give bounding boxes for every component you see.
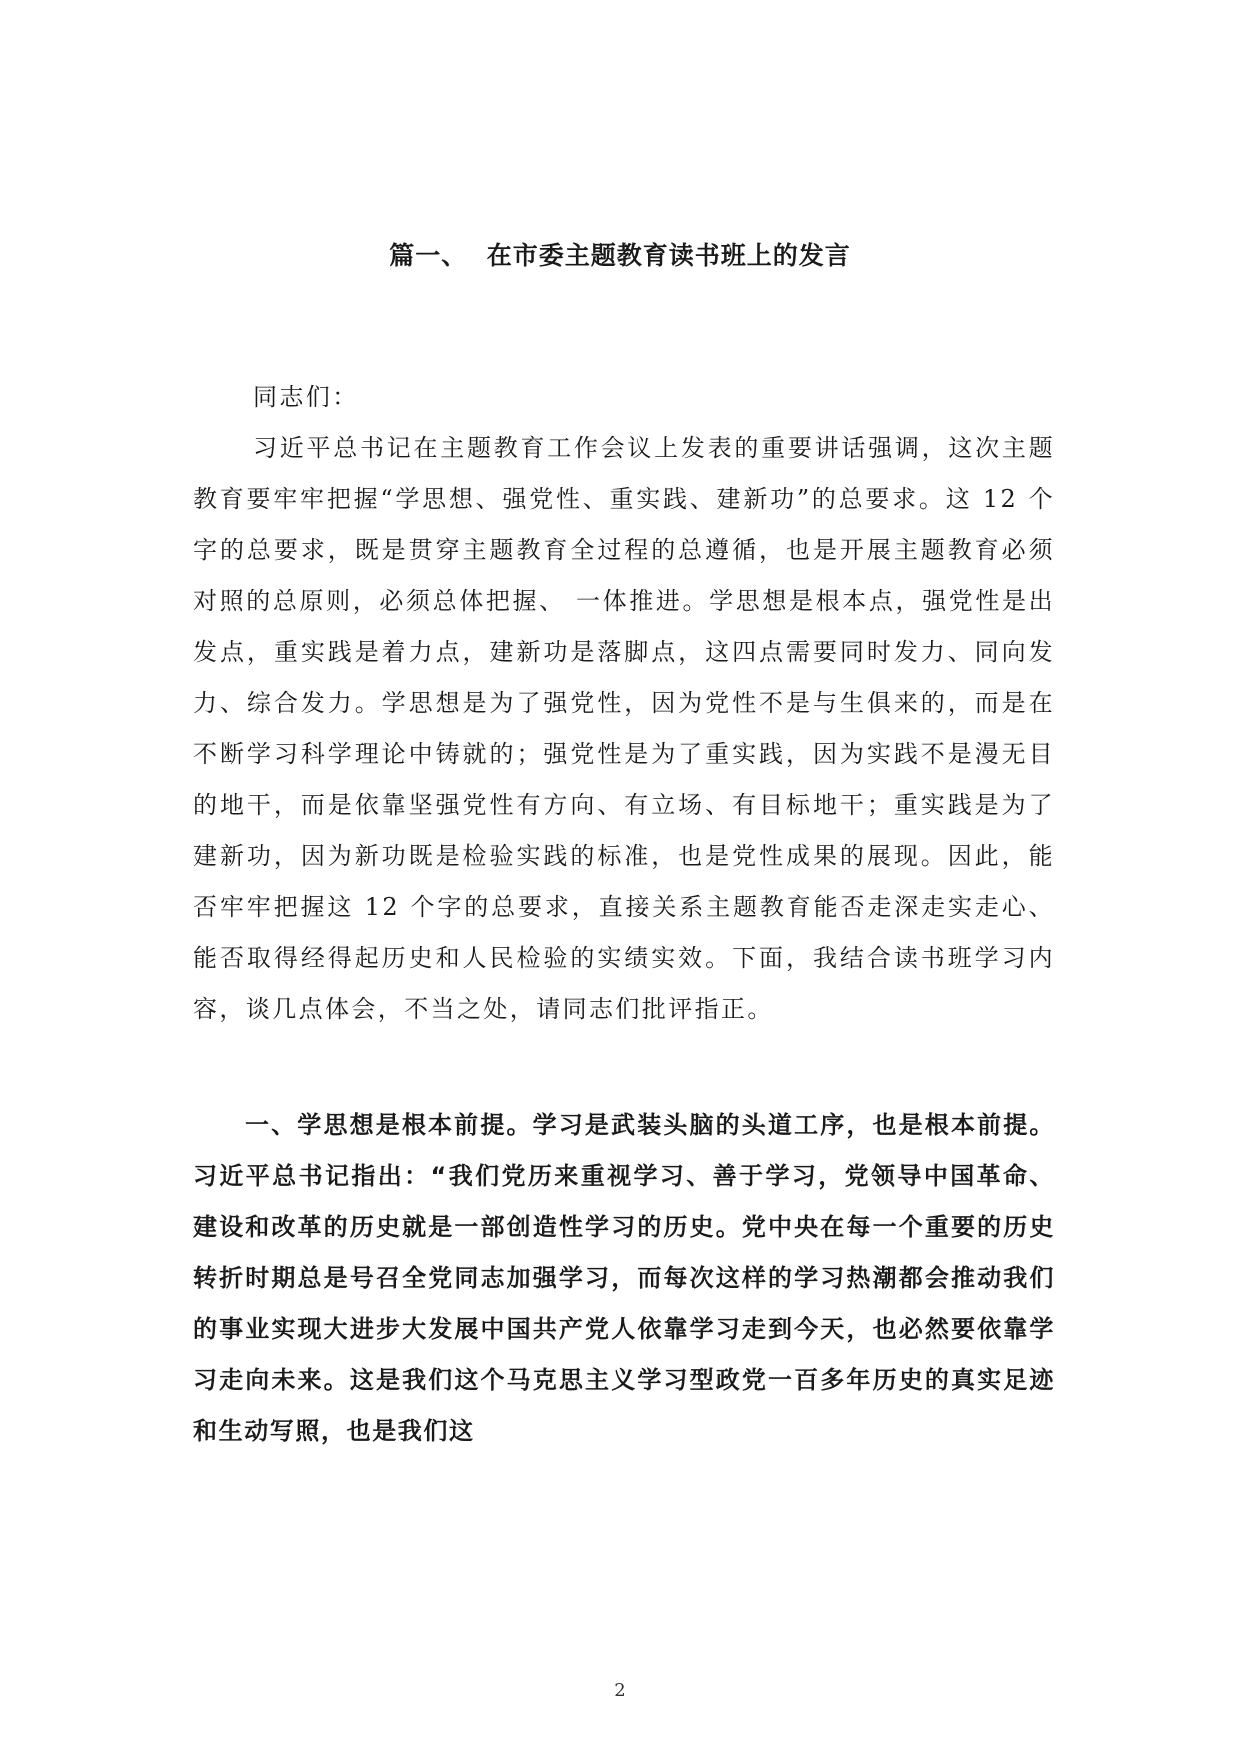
greeting: 同志们： (253, 383, 359, 411)
paragraph-intro: 习近平总书记在主题教育工作会议上发表的重要讲话强调，这次主题教育要牢牢把握“学思想、强党性、重实践、建新功”的总要求。这 12 个字的总要求，既是贯穿主题教育全过程的总遵循，也是开展主题教育必须对照的总原则，必须总体把握、 一体推进。学思想是根本点，强党性是出发点，重实践是着力点，建新功是落脚点，这四点需要同时发力、同向发力、综合发力。学思想是为了强党性，因为党性不是与生俱来的，而是在不断学习科学理论中铸就的；强党性是为了重实践，因为实践不是漫无目的地干，而是依靠坚强党性有方向、有立场、有目标地干；重实践是为了建新功，因为新功既是检验实践的标准，也是党性成果的展现。因此，能否牢牢把握这 12 个字的总要求，直接关系主题教育能否走深走实走心、能否取得经得起历史和人民检验的实绩实效。下面，我结合读书班学习内容，谈几点体会，不当之处，请同志们批评指正。 (193, 434, 1055, 1023)
document-title: 篇一、 在市委主题教育读书班上的发言 (389, 241, 851, 270)
paragraph-section-one: 一、学思想是根本前提。学习是武装头脑的头道工序，也是根本前提。习近平总书记指出：“我们党历来重视学习、善于学习，党领导中国革命、建设和改革的历史就是一部创造性学习的历史。党中央在每一个重要的历史转折时期总是号召全党同志加强学习，而每次这样的学习热潮都会推动我们的事业实现大进步大发展中国共产党人依靠学习走到今天，也必然要依靠学习走向未来。这是我们这个马克思主义学习型政党一百多年历史的真实足迹和生动写照，也是我们这 (193, 1111, 1055, 1445)
page-number: 2 (614, 1680, 626, 1701)
